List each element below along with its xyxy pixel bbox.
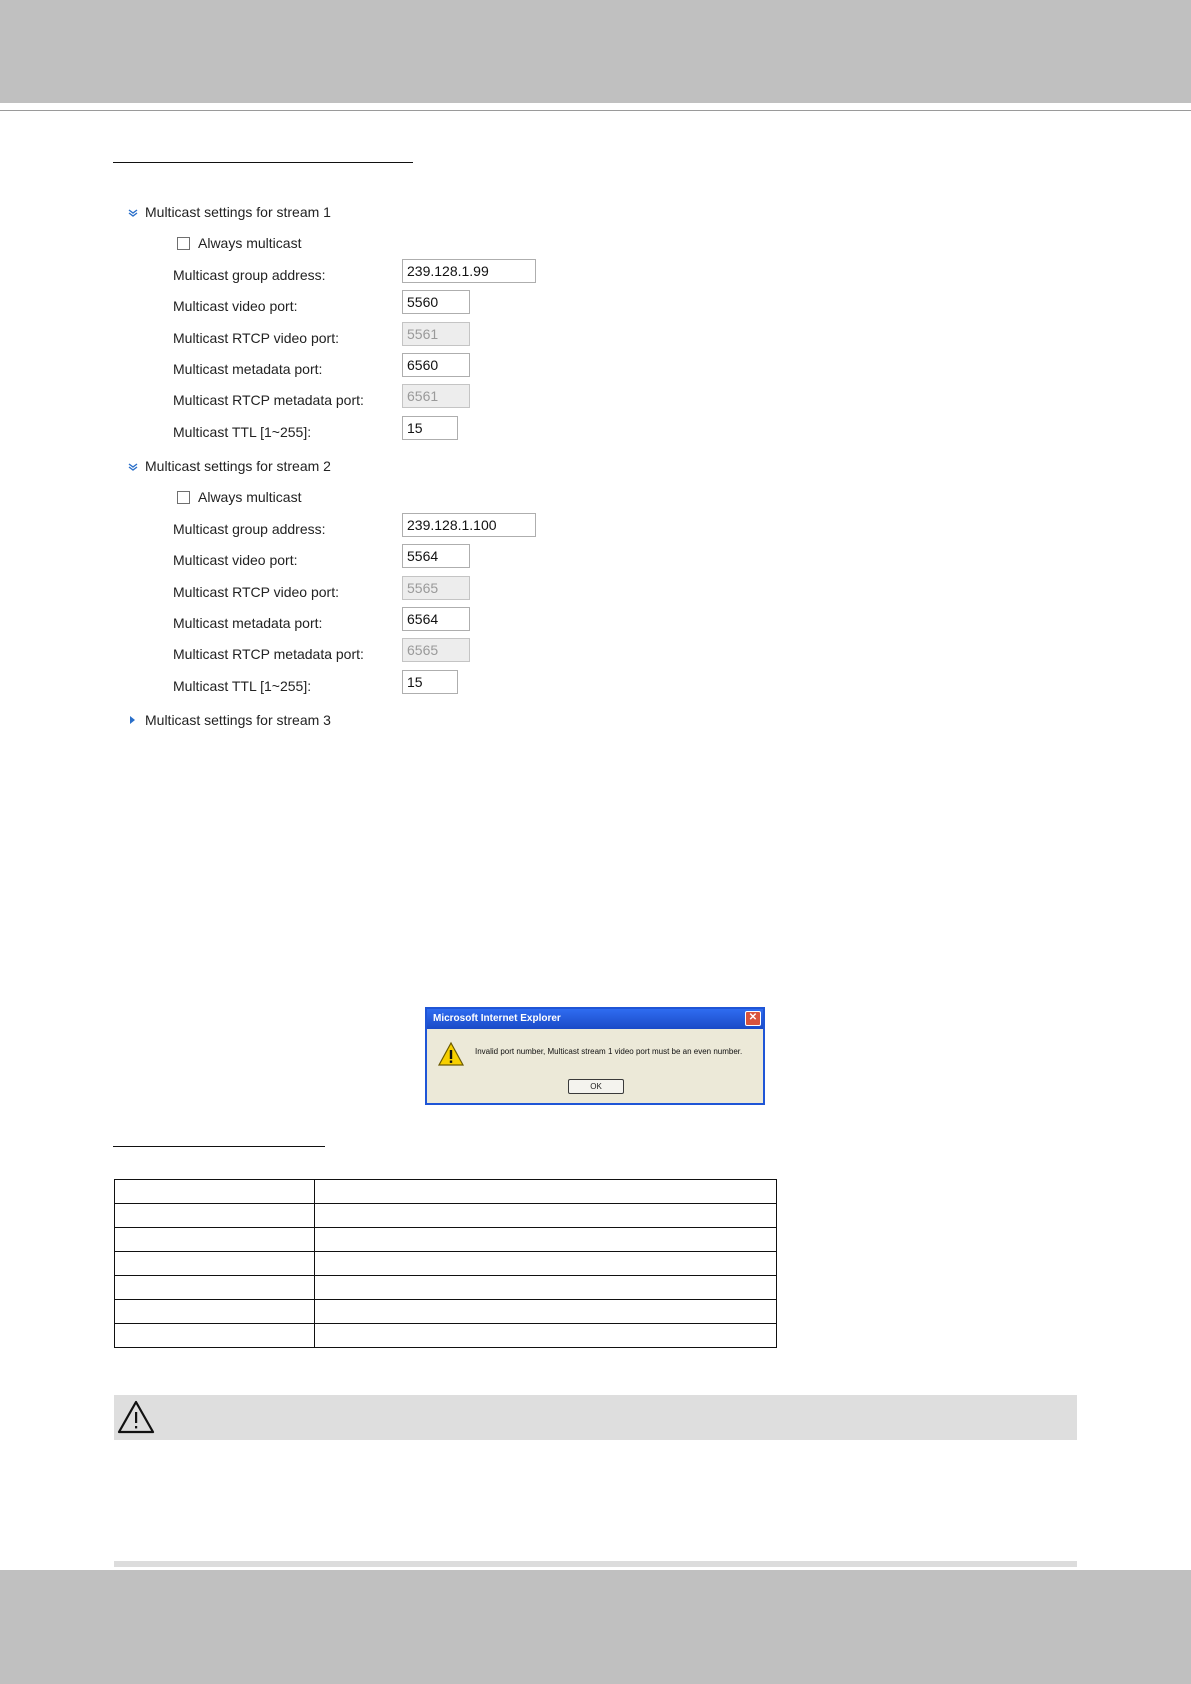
triangle-right-icon xyxy=(128,712,138,728)
table-row xyxy=(115,1324,777,1348)
stream1-ttl-input[interactable]: 15 xyxy=(402,416,458,440)
error-dialog xyxy=(425,1007,765,1105)
always-multicast-label: Always multicast xyxy=(198,489,302,505)
stream2-rtcp-metadata-port-input: 6565 xyxy=(402,638,470,662)
stream1-video-port-label: Multicast video port: xyxy=(173,298,298,314)
stream2-rtcp-video-port-label: Multicast RTCP video port: xyxy=(173,584,339,600)
dialog-message: Invalid port number, Multicast stream 1 video port must be an even number. xyxy=(475,1047,743,1056)
stream2-ttl-label: Multicast TTL [1~255]: xyxy=(173,678,312,694)
stream3-section-toggle[interactable] xyxy=(128,712,331,728)
subsection-heading-underline xyxy=(113,1146,325,1147)
stream1-ttl-label: Multicast TTL [1~255]: xyxy=(173,424,312,440)
stream1-group-address-input[interactable]: 239.128.1.99 xyxy=(402,259,536,283)
stream2-header: Multicast settings for stream 2 xyxy=(145,458,331,474)
stream2-ttl-input[interactable]: 15 xyxy=(402,670,458,694)
stream2-rtcp-metadata-port-label: Multicast RTCP metadata port: xyxy=(173,646,364,662)
stream1-rtcp-video-port-input: 5561 xyxy=(402,322,470,346)
stream3-header: Multicast settings for stream 3 xyxy=(145,712,331,728)
stream1-metadata-port-label: Multicast metadata port: xyxy=(173,361,323,377)
stream2-metadata-port-label: Multicast metadata port: xyxy=(173,615,323,631)
stream2-group-address-label: Multicast group address: xyxy=(173,521,326,537)
dialog-title: Microsoft Internet Explorer xyxy=(433,1013,561,1024)
stream1-rtcp-video-port-label: Multicast RTCP video port: xyxy=(173,330,339,346)
table-row xyxy=(115,1180,777,1204)
stream2-metadata-port-input[interactable]: 6564 xyxy=(402,607,470,631)
stream1-always-multicast[interactable] xyxy=(177,235,301,251)
stream1-metadata-port-input[interactable]: 6560 xyxy=(402,353,470,377)
always-multicast-label: Always multicast xyxy=(198,235,302,251)
info-table xyxy=(114,1179,777,1348)
table-row xyxy=(115,1228,777,1252)
ok-button[interactable]: OK xyxy=(568,1079,624,1094)
stream2-group-address-input[interactable]: 239.128.1.100 xyxy=(402,513,536,537)
stream1-header: Multicast settings for stream 1 xyxy=(145,204,331,220)
table-row xyxy=(115,1300,777,1324)
stream1-rtcp-metadata-port-label: Multicast RTCP metadata port: xyxy=(173,392,364,408)
stream1-section-toggle[interactable] xyxy=(128,204,331,220)
warning-icon xyxy=(116,1398,156,1436)
page-header-band xyxy=(0,0,1191,103)
always-multicast-checkbox[interactable] xyxy=(177,237,190,250)
stream2-video-port-label: Multicast video port: xyxy=(173,552,298,568)
footer-rule xyxy=(114,1561,1077,1567)
important-note-bar xyxy=(114,1395,1077,1440)
always-multicast-checkbox[interactable] xyxy=(177,491,190,504)
header-rule xyxy=(0,110,1191,111)
table-row xyxy=(115,1204,777,1228)
stream1-group-address-label: Multicast group address: xyxy=(173,267,326,283)
warning-icon xyxy=(437,1041,465,1067)
dialog-titlebar xyxy=(427,1009,763,1029)
double-chevron-down-icon xyxy=(128,458,138,474)
stream2-video-port-input[interactable]: 5564 xyxy=(402,544,470,568)
table-row xyxy=(115,1252,777,1276)
table-row xyxy=(115,1276,777,1300)
double-chevron-down-icon xyxy=(128,204,138,220)
stream2-section-toggle[interactable] xyxy=(128,458,331,474)
stream1-video-port-input[interactable]: 5560 xyxy=(402,290,470,314)
section-heading-underline xyxy=(113,162,413,163)
stream1-rtcp-metadata-port-input: 6561 xyxy=(402,384,470,408)
stream2-always-multicast[interactable] xyxy=(177,489,301,505)
stream2-rtcp-video-port-input: 5565 xyxy=(402,576,470,600)
close-icon[interactable]: ✕ xyxy=(745,1011,761,1026)
page-footer-band xyxy=(0,1570,1191,1684)
